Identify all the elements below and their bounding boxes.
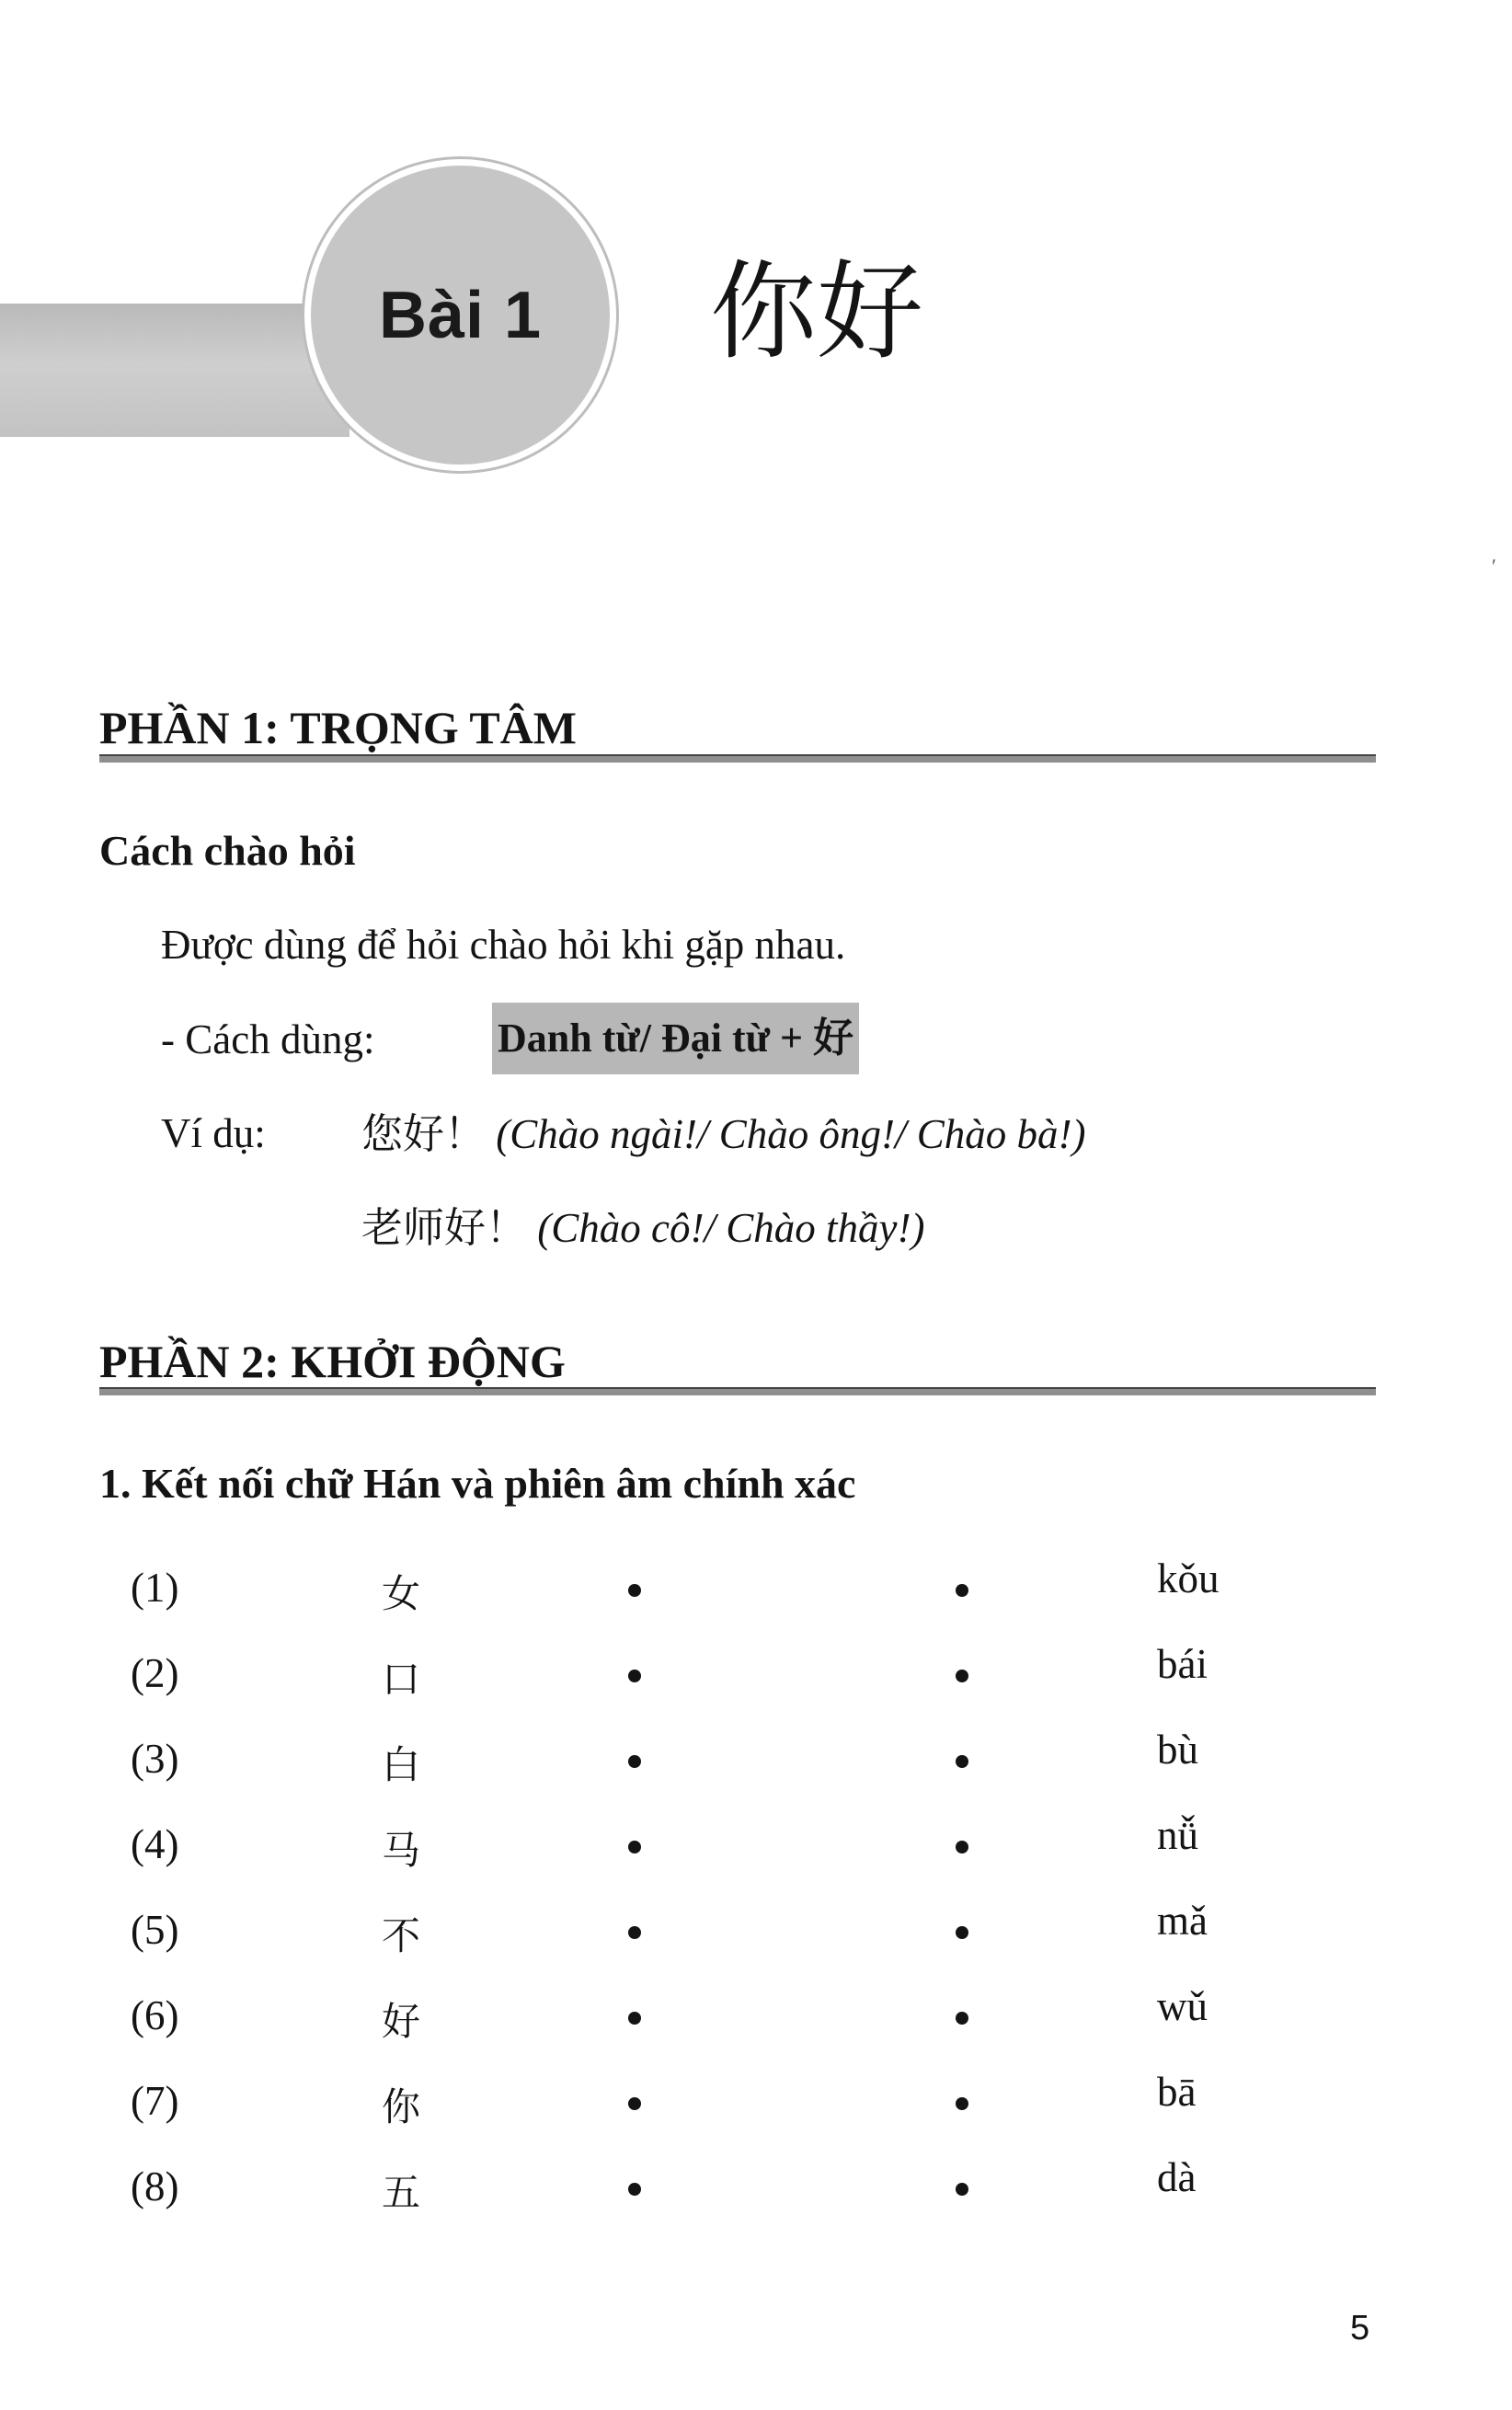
match-row [0, 2069, 1512, 2132]
row-pinyin: bā [1157, 2069, 1197, 2115]
page-number: 5 [1350, 2309, 1370, 2347]
row-pinyin: bù [1157, 1727, 1198, 1773]
lesson-title: 你好 [710, 250, 923, 374]
exercise-title: 1. Kết nối chữ Hán và phiên âm chính xác [99, 1460, 856, 1507]
row-hanzi: 马 [382, 1828, 421, 1873]
match-row [0, 1555, 1512, 1619]
match-row [0, 2154, 1512, 2218]
example-2-translation: (Chào cô!/ Chào thầy!) [537, 1205, 925, 1251]
right-connector-dot[interactable] [956, 1584, 968, 1597]
row-pinyin: nǚ [1157, 1812, 1198, 1858]
left-connector-dot[interactable] [628, 1841, 641, 1853]
match-row [0, 1812, 1512, 1876]
print-speck: ʹ [1492, 555, 1496, 578]
example-2-chinese: 老师好！ [361, 1203, 528, 1252]
row-number: (1) [131, 1565, 179, 1611]
row-number: (2) [131, 1650, 179, 1696]
row-hanzi: 女 [382, 1571, 421, 1616]
match-row [0, 1727, 1512, 1790]
row-number: (8) [131, 2163, 179, 2209]
example-2 [361, 1203, 925, 1252]
row-hanzi: 口 [382, 1657, 421, 1702]
row-number: (4) [131, 1821, 179, 1867]
example-1 [361, 1109, 1086, 1158]
row-number: (5) [131, 1907, 179, 1953]
part1-title: PHẦN 1: TRỌNG TÂM [99, 702, 577, 753]
match-row [0, 1641, 1512, 1704]
match-row [0, 1983, 1512, 2047]
row-pinyin: kǒu [1157, 1555, 1220, 1601]
left-connector-dot[interactable] [628, 2183, 641, 2196]
left-connector-dot[interactable] [628, 2012, 641, 2025]
left-connector-dot[interactable] [628, 1584, 641, 1597]
lesson-label: Bài 1 [378, 278, 543, 352]
right-connector-dot[interactable] [956, 2012, 968, 2025]
part1-rule [99, 754, 1376, 763]
row-pinyin: wǔ [1157, 1983, 1208, 2029]
left-connector-dot[interactable] [628, 2097, 641, 2110]
example-1-chinese: 您好！ [361, 1109, 487, 1158]
row-hanzi: 不 [382, 1913, 421, 1958]
row-number: (7) [131, 2078, 179, 2124]
right-connector-dot[interactable] [956, 2183, 968, 2196]
example-label: Ví dụ: [161, 1110, 266, 1156]
row-number: (6) [131, 1992, 179, 2038]
row-pinyin: dà [1157, 2154, 1197, 2200]
right-connector-dot[interactable] [956, 1755, 968, 1768]
right-connector-dot[interactable] [956, 1841, 968, 1853]
row-hanzi: 五 [382, 2170, 421, 2215]
left-connector-dot[interactable] [628, 1926, 641, 1939]
right-connector-dot[interactable] [956, 1670, 968, 1682]
match-row [0, 1898, 1512, 1961]
usage-label: - Cách dùng: [161, 1016, 375, 1062]
part2-title: PHẦN 2: KHỞI ĐỘNG [99, 1336, 566, 1387]
left-connector-dot[interactable] [628, 1670, 641, 1682]
lesson-badge [311, 166, 610, 465]
example-1-translation: (Chào ngài!/ Chào ông!/ Chào bà!) [496, 1111, 1086, 1157]
part1-description: Được dùng để hỏi chào hỏi khi gặp nhau. [161, 922, 846, 968]
row-pinyin: mǎ [1157, 1898, 1208, 1944]
part1-subtitle: Cách chào hỏi [99, 827, 356, 874]
row-pinyin: bái [1157, 1641, 1208, 1687]
row-hanzi: 好 [382, 1999, 421, 2044]
row-hanzi: 白 [382, 1742, 421, 1787]
left-connector-dot[interactable] [628, 1755, 641, 1768]
right-connector-dot[interactable] [956, 2097, 968, 2110]
row-hanzi: 你 [382, 2084, 421, 2129]
row-number: (3) [131, 1736, 179, 1782]
usage-formula: Danh từ/ Đại từ + 好 [492, 1003, 859, 1074]
header-band [0, 304, 349, 437]
part2-rule [99, 1387, 1376, 1395]
right-connector-dot[interactable] [956, 1926, 968, 1939]
